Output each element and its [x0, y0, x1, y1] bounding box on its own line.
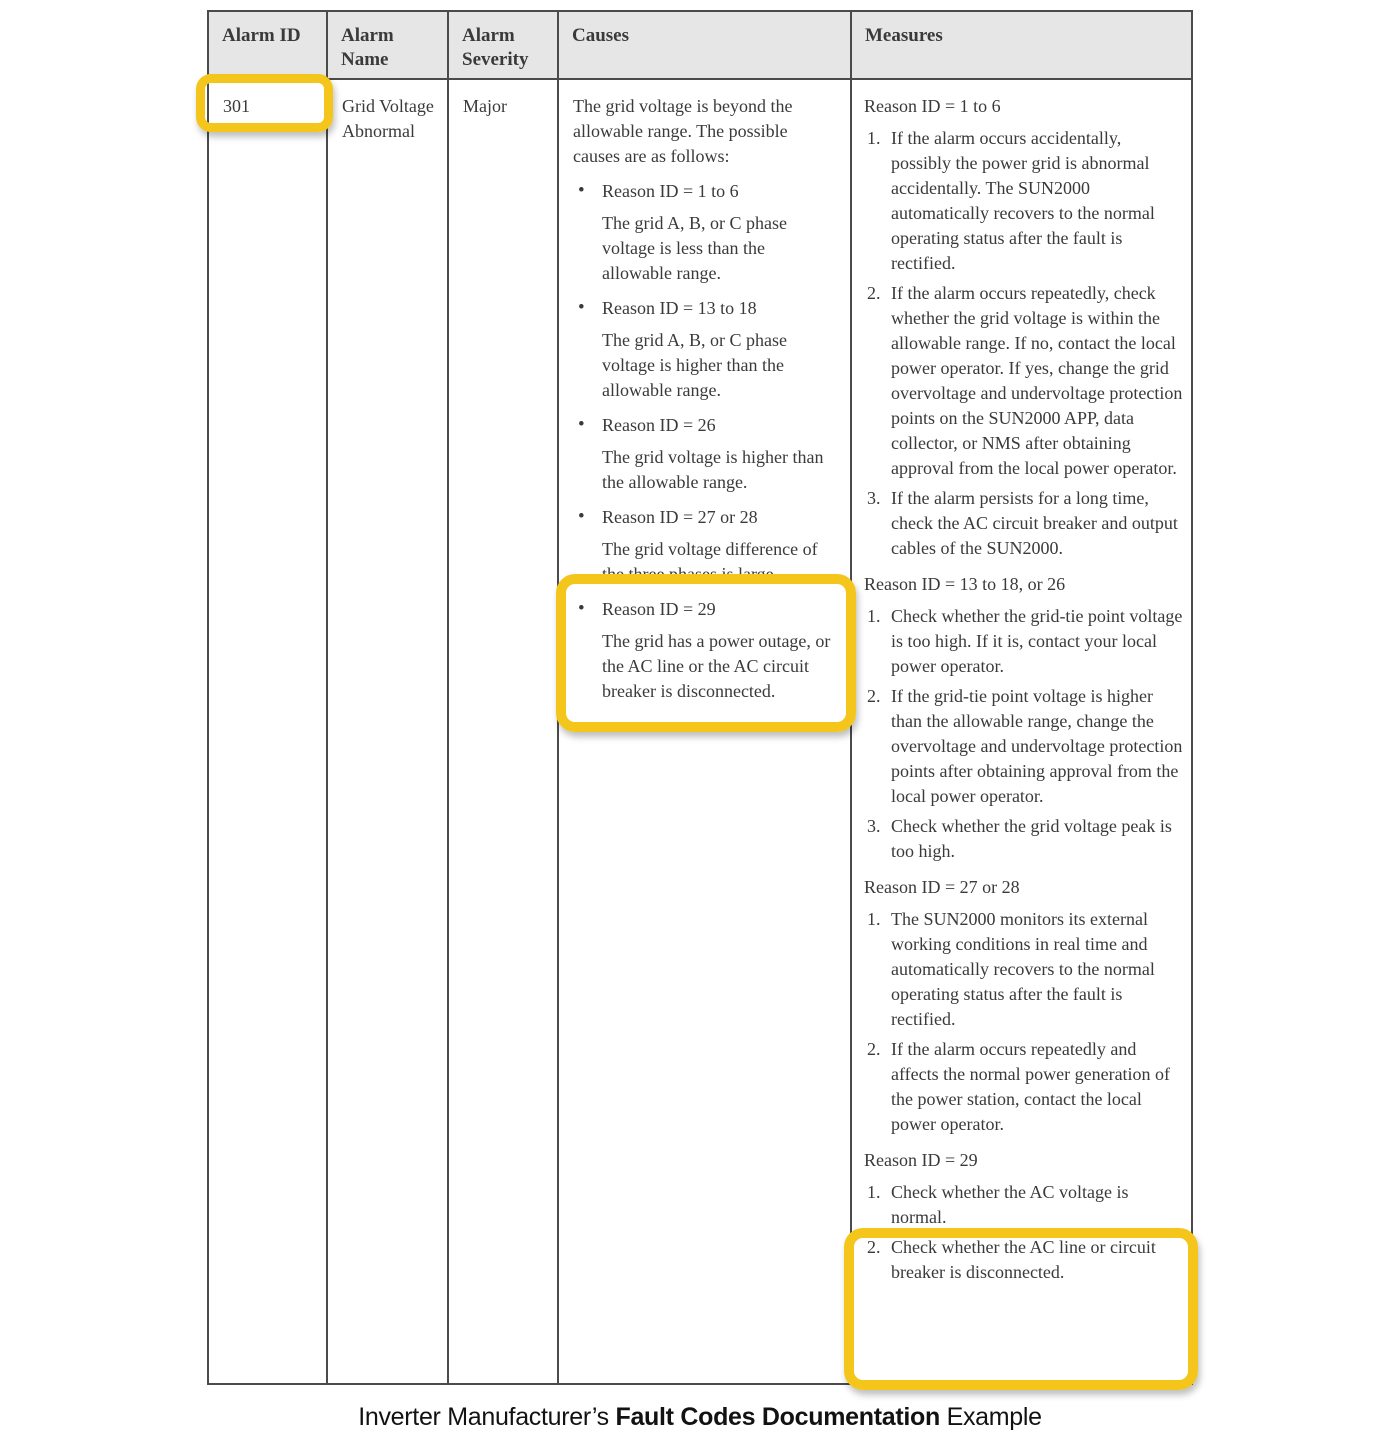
- bullet-body: The grid voltage is higher than the allowable range.: [602, 447, 824, 492]
- cell-alarm-severity: Major: [449, 80, 559, 1383]
- section-steps: [864, 126, 1183, 561]
- caption-bold: Fault Codes Documentation: [615, 1403, 940, 1431]
- section-steps: [864, 907, 1183, 1137]
- step: Check whether the grid-tie point voltage is too high. If it is, contact your local power operator.: [891, 606, 1183, 676]
- measures-section-reason-1-to-6: [864, 94, 1183, 561]
- step: The SUN2000 monitors its external working conditions in real time and automatically recovers to the normal operating status after the fault is rectified.: [891, 909, 1155, 1029]
- bullet-title: • Reason ID = 13 to 18: [602, 298, 757, 318]
- step: If the alarm persists for a long time, check the AC circuit breaker and output cables of the SUN2000.: [891, 488, 1178, 558]
- causes-bullet-reason-1-to-6: [573, 179, 832, 286]
- causes-bullet-list: [573, 179, 832, 704]
- cell-alarm-id: 301: [209, 80, 328, 1383]
- cell-causes: [559, 80, 852, 1383]
- bullet-title: • Reason ID = 29: [602, 599, 716, 619]
- step: If the grid-tie point voltage is higher than the allowable range, change the overvoltage and undervoltage protection points after obtaining approval from the local power operator.: [891, 686, 1183, 806]
- section-title: Reason ID = 1 to 6: [864, 96, 1001, 116]
- section-steps: [864, 1180, 1183, 1285]
- header-alarm-severity: Alarm Severity: [449, 12, 559, 80]
- header-alarm-id: Alarm ID: [209, 12, 328, 80]
- causes-bullet-reason-29: [573, 597, 832, 704]
- bullet-body: The grid A, B, or C phase voltage is higher than the allowable range.: [602, 330, 787, 400]
- step: If the alarm occurs repeatedly, check whether the grid voltage is within the allowable range. If no, contact the local power operator. If yes, change the grid overvoltage and undervoltage protection points on the SUN2000 APP, data collector, or NMS after obtaining approval from the local power operator.: [891, 283, 1183, 478]
- header-alarm-name: Alarm Name: [328, 12, 449, 80]
- bullet-body: The grid has a power outage, or the AC line or the AC circuit breaker is disconnected.: [602, 631, 831, 701]
- header-causes: Causes: [559, 12, 852, 80]
- measures-section-reason-27-or-28: [864, 875, 1183, 1137]
- causes-intro: The grid voltage is beyond the allowable range. The possible causes are as follows:: [573, 96, 793, 166]
- bullet-title: • Reason ID = 26: [602, 415, 716, 435]
- section-steps: [864, 604, 1183, 864]
- causes-bullet-reason-27-or-28: [573, 505, 832, 587]
- section-title: Reason ID = 27 or 28: [864, 877, 1020, 897]
- step: If the alarm occurs repeatedly and affects the normal power generation of the power station, contact the local power operator.: [891, 1039, 1171, 1134]
- section-title: Reason ID = 29: [864, 1150, 978, 1170]
- step: Check whether the AC line or circuit breaker is disconnected.: [891, 1237, 1156, 1282]
- caption-suffix: Example: [939, 1403, 1042, 1431]
- causes-bullet-reason-13-to-18: [573, 296, 832, 403]
- bullet-title: • Reason ID = 1 to 6: [602, 181, 739, 201]
- step: If the alarm occurs accidentally, possibly the power grid is abnormal accidentally. The SUN2000 automatically recovers to the normal operating status after the fault is rectified.: [891, 128, 1155, 273]
- bullet-title: • Reason ID = 27 or 28: [602, 507, 758, 527]
- figure-caption: [0, 1401, 1400, 1433]
- step: Check whether the AC voltage is normal.: [891, 1182, 1129, 1227]
- cell-alarm-name: Grid Voltage Abnormal: [328, 80, 449, 1383]
- bullet-body: The grid A, B, or C phase voltage is less than the allowable range.: [602, 213, 787, 283]
- bullet-body: The grid voltage difference of the three phases is large.: [602, 539, 818, 584]
- step: Check whether the grid voltage peak is too high.: [891, 816, 1172, 861]
- header-measures: Measures: [852, 12, 1191, 80]
- causes-bullet-reason-26: [573, 413, 832, 495]
- measures-section-reason-13-to-18-or-26: [864, 572, 1183, 864]
- caption-prefix: Inverter Manufacturer’s: [358, 1403, 616, 1431]
- fault-codes-table: [207, 10, 1193, 1385]
- section-title: Reason ID = 13 to 18, or 26: [864, 574, 1066, 594]
- measures-section-reason-29: [864, 1148, 1183, 1285]
- cell-measures: [852, 80, 1191, 1383]
